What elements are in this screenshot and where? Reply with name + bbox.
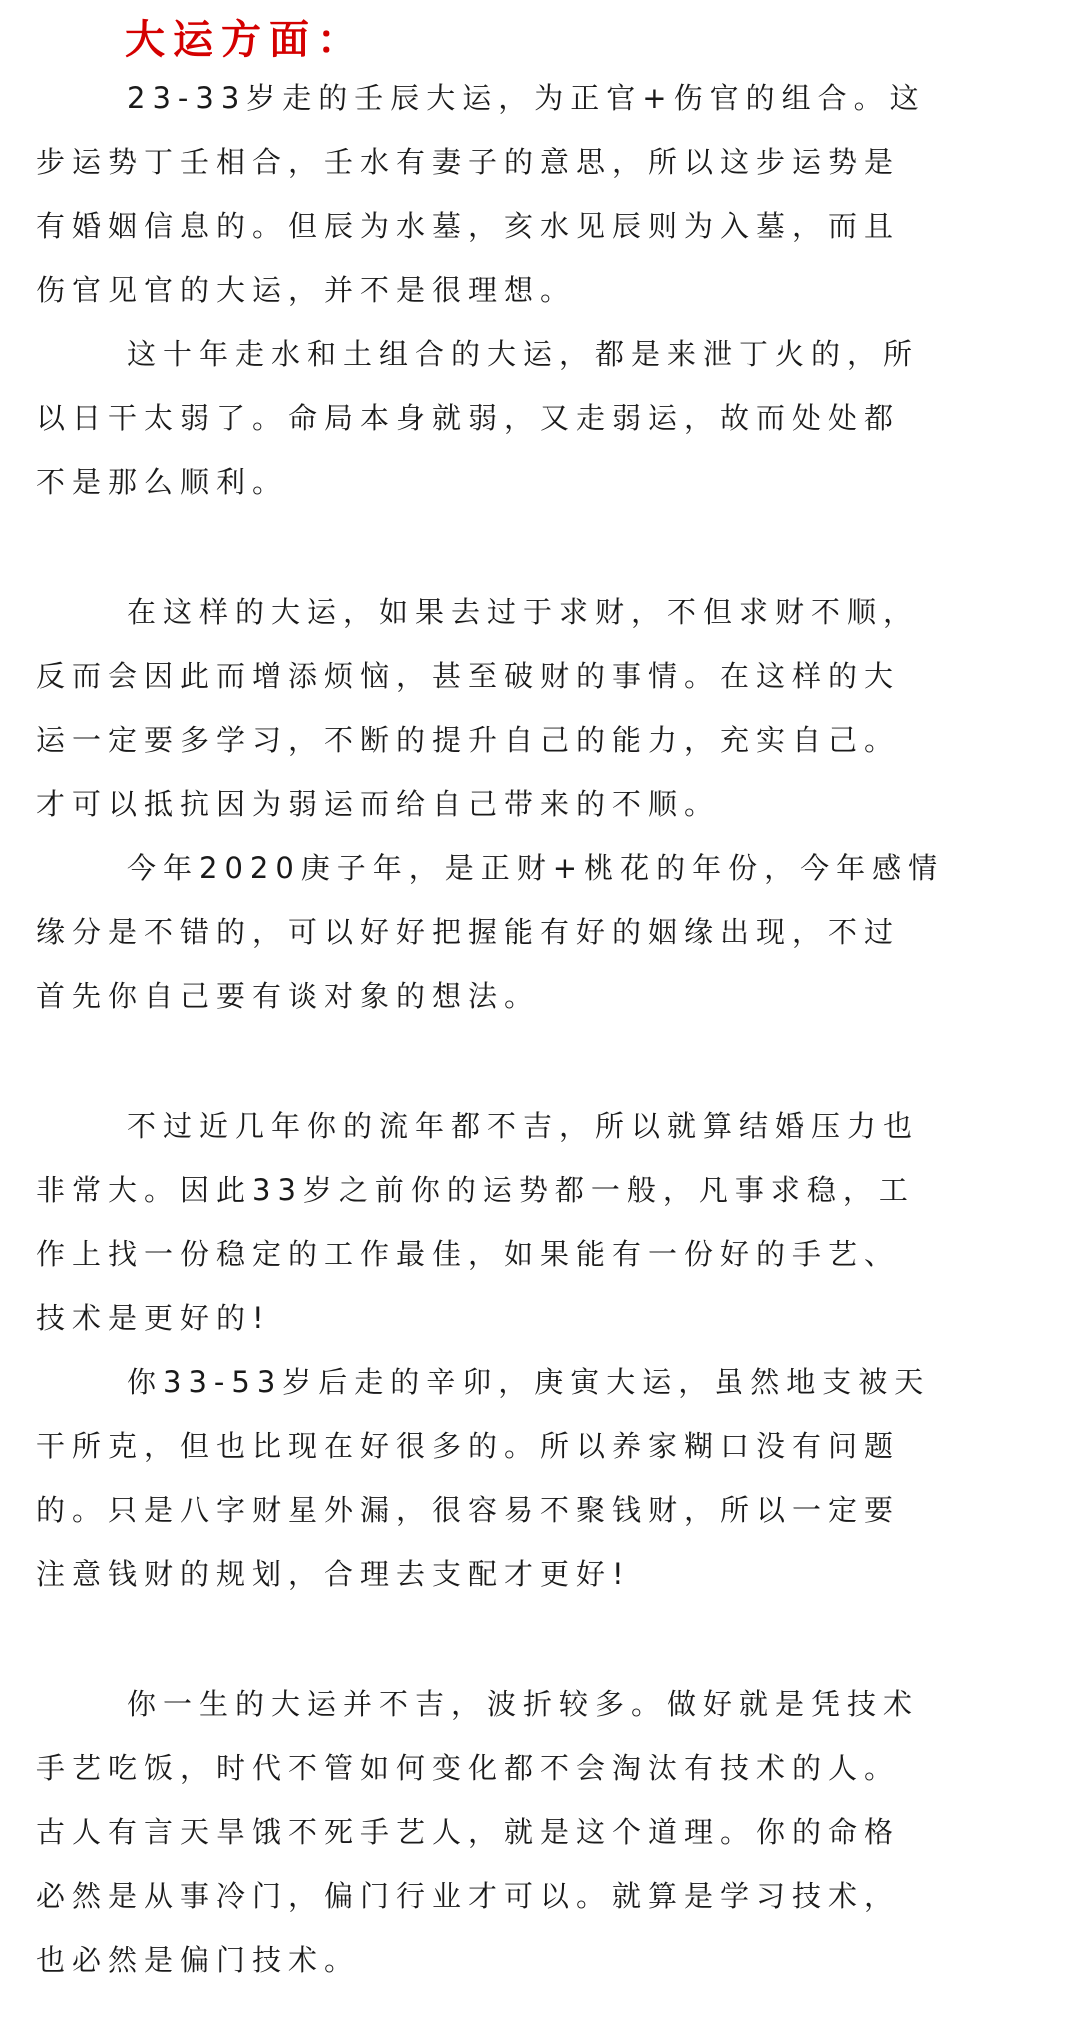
paragraph-3-line-4: 才可以抵抗因为弱运而给自己带来的不顺。 [36,787,721,821]
paragraph-6-line-3: 的。只是八字财星外漏，很容易不聚钱财，所以一定要 [36,1493,901,1527]
paragraph-6-line-4: 注意钱财的规划，合理去支配才更好! [36,1557,631,1591]
paragraph-7-line-3: 古人有言天旱饿不死手艺人，就是这个道理。你的命格 [36,1815,901,1849]
paragraph-2-line-2: 以日干太弱了。命局本身就弱，又走弱运，故而处处都 [36,401,901,435]
paragraph-5-line-3: 作上找一份稳定的工作最佳，如果能有一份好的手艺、 [36,1237,901,1271]
paragraph-7-line-1: 你一生的大运并不吉，波折较多。做好就是凭技术 [127,1687,920,1721]
section-heading: 大运方面： [125,17,365,63]
paragraph-1-line-2: 步运势丁壬相合，壬水有妻子的意思，所以这步运势是 [36,145,901,179]
paragraph-3-line-3: 运一定要多学习，不断的提升自己的能力，充实自己。 [36,723,901,757]
paragraph-1-line-1: 23-33岁走的壬辰大运，为正官+伤官的组合。这 [127,81,926,115]
paragraph-5-line-1: 不过近几年你的流年都不吉，所以就算结婚压力也 [127,1109,920,1143]
paragraph-3-line-2: 反而会因此而增添烦恼，甚至破财的事情。在这样的大 [36,659,901,693]
paragraph-7-line-2: 手艺吃饭，时代不管如何变化都不会淘汰有技术的人。 [36,1751,901,1785]
paragraph-1-line-3: 有婚姻信息的。但辰为水墓，亥水见辰则为入墓，而且 [36,209,901,243]
paragraph-4-line-2: 缘分是不错的，可以好好把握能有好的姻缘出现，不过 [36,915,901,949]
paragraph-4-line-1: 今年2020庚子年，是正财+桃花的年份，今年感情 [127,851,945,885]
paragraph-7-line-5: 也必然是偏门技术。 [36,1943,361,1977]
paragraph-1-line-4: 伤官见官的大运，并不是很理想。 [36,273,577,307]
paragraph-7-line-4: 必然是从事冷门，偏门行业才可以。就算是学习技术， [36,1879,901,1913]
paragraph-5-line-4: 技术是更好的! [36,1301,271,1335]
paragraph-2-line-3: 不是那么顺利。 [36,465,289,499]
paragraph-6-line-2: 干所克，但也比现在好很多的。所以养家糊口没有问题 [36,1429,901,1463]
paragraph-3-line-1: 在这样的大运，如果去过于求财，不但求财不顺， [127,595,920,629]
paragraph-5-line-2: 非常大。因此33岁之前你的运势都一般，凡事求稳，工 [36,1173,915,1207]
paragraph-2-line-1: 这十年走水和土组合的大运，都是来泄丁火的，所 [127,337,920,371]
paragraph-6-line-1: 你33-53岁后走的辛卯，庚寅大运，虽然地支被天 [127,1365,931,1399]
paragraph-4-line-3: 首先你自己要有谈对象的想法。 [36,979,541,1013]
